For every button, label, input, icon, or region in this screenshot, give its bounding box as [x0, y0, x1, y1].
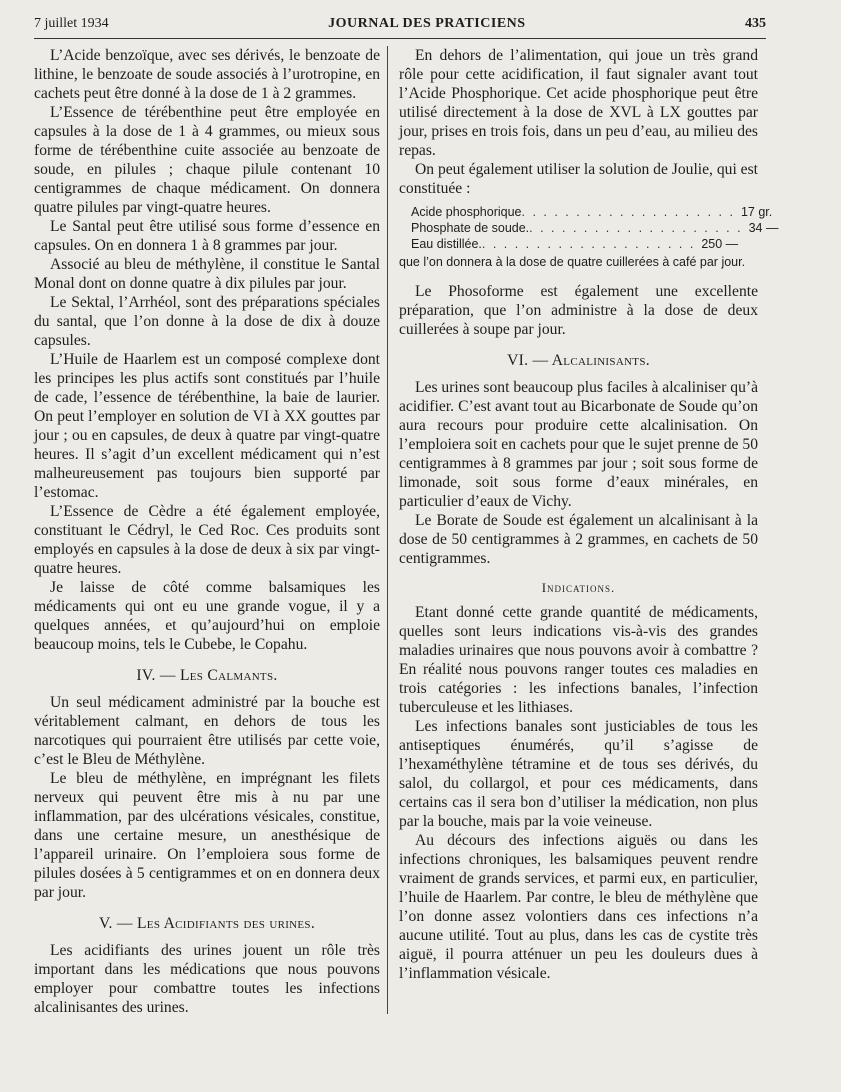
paragraph-essence-terebenthine: L’Essence de térébenthine peut être employée en capsules à la dose de 1 à 4 grammes, ou mieux sous forme de térébenthine cuite associée au benzoate de soude, en pilules ; chaque pilule contenant 10 centigrammes de chaque médicament. On donnera quatre pilules par vingt-quatre heures. — [34, 104, 380, 216]
paragraph-acide-benzoique: L’Acide benzoïque, avec ses dérivés, le benzoate de lithine, le benzoate de soude associés à l’urotropine, en cachets peut être donné à la dose de 1 à 2 grammes. — [34, 47, 380, 102]
formula-row — [399, 236, 758, 252]
paragraph-acidifiants: Les acidifiants des urines jouent un rôle très important dans les médications que nous pouvons employer pour combattre toutes les infections alcalinisantes des urines. — [34, 942, 380, 1016]
leader-dots: . . . . . . . . . . . . . . . . . . . . — [521, 205, 735, 219]
formula-ingredient: Acide phosphorique — [411, 205, 522, 219]
left-column — [34, 46, 380, 1017]
paragraph-solution-joulie: On peut également utiliser la solution de Joulie, qui est constituée : — [399, 161, 758, 197]
section-heading-alcalinisants: VI. — Alcalinisants. — [507, 352, 650, 369]
formula-row — [399, 220, 779, 236]
journal-title: JOURNAL DES PRATICIENS — [328, 16, 526, 31]
issue-date: 7 juillet 1934 — [34, 16, 109, 31]
section-heading-calmants: IV. — Les Calmants. — [136, 667, 278, 684]
paragraph-huile-haarlem: L’Huile de Haarlem est un composé complexe dont les principes les plus actifs sont constitués par l’huile de cade, l’essence de térébenthine, la baie de laurier. On peut l’employer en solution de VI à XX gouttes par jour ; ou en capsules, de deux à quatre par vingt-quatre heures. Il s’agit d’un excellent médicament qui n’est malheureusement pas toujours bien supporté par l’estomac. — [34, 351, 380, 501]
paragraph-sektal: Le Sektal, l’Arrhéol, sont des préparations spéciales du santal, que l’on donne à la dose de dix à douze capsules. — [34, 294, 380, 349]
paragraph-phosoforme: Le Phosoforme est également une excellente préparation, que l’on administre à la dose de deux cuillerées à soupe par jour. — [399, 283, 758, 338]
formula-ingredient: Eau distillée. — [411, 237, 482, 251]
formula-quantity: 17 gr. — [740, 205, 773, 219]
paragraph-essence-cedre: L’Essence de Cèdre a été également employée, constituant le Cédryl, le Ced Roc. Ces produits sont employés en capsules à la dose de deux à six par vingt-quatre heures. — [34, 503, 380, 577]
paragraph-acide-phosphorique: En dehors de l’alimentation, qui joue un très grand rôle pour cette acidification, il faut signaler avant tout l’Acide Phosphorique. Cet acide phosphorique peut être utilisé directement à la dose de XVL à LX gouttes par jour, prises en trois fois, dans un peu d’eau, au milieu des repas. — [399, 47, 758, 159]
paragraph-urines-alcaliniser: Les urines sont beaucoup plus faciles à alcaliniser qu’à acidifier. C’est avant tout au Bicarbonate de Soude qu’on aura recours pour produire cette alcalinisation. On l’emploiera soit en cachets pour que le sujet prenne de 50 centigrammes à 8 grammes par jour ; soit sous forme de limonade, soit sous forme d’eaux minérales, en particulier d’eaux de Vichy. — [399, 379, 758, 510]
leader-dots: . . . . . . . . . . . . . . . . . . . . — [529, 221, 743, 235]
paragraph-borate-soude: Le Borate de Soude est également un alcalinisant à la dose de 50 centigrammes à 2 grammes, en cachets de 50 centigrammes. — [399, 512, 758, 567]
paragraph-infections-banales: Les infections banales sont justiciables de tous les antiseptiques énumérés, qu’il s’agisse de l’hexaméthylène tétramine et de tous ses dérivés, du salol, du collargol, et pour ces médicaments, dans certains cas il sera bon d’utiliser la médication, non plus par la bouche, mais par la voie veineuse. — [399, 718, 758, 830]
leader-dots: . . . . . . . . . . . . . . . . . . . . — [481, 237, 696, 251]
paragraph-balsamiques: Je laisse de côté comme balsamiques les médicaments qui ont eu une grande vogue, il y a quelques années, et qu’aujourd’hui on emploie beaucoup moins, tels le Cubebe, le Copahu. — [34, 579, 380, 653]
page-number: 435 — [745, 16, 766, 31]
column-divider — [387, 46, 388, 1014]
paragraph-indications: Etant donné cette grande quantité de médicaments, quelles sont leurs indications vis-à-vis des grandes maladies urinaires que nous pouvons avoir à combattre ? En réalité nous pouvons ranger toutes ces maladies en trois catégories : les infections banales, l’infection tuberculeuse et les lithiases. — [399, 604, 758, 716]
formula-quantity: 34 — — [748, 221, 779, 235]
paragraph-bleu-methylene-intro: Un seul médicament administré par la bouche est véritablement calmant, en dehors de tous les narcotiques qui pourraient être utilisés par cette voie, c’est le Bleu de Méthylène. — [34, 694, 380, 768]
paragraph-bleu-methylene: Le bleu de méthylène, en imprégnant les filets nerveux qui peuvent être mis à nu par une inflammation, par des ulcérations vésicales, constitue, dans une certaine mesure, un anesthésique de l’appareil urinaire. On l’emploiera sous forme de pilules dosées à 5 centigrammes et on en donnera deux par jour. — [34, 770, 380, 901]
formula-quantity: 250 — — [701, 237, 739, 251]
formula-table — [399, 204, 779, 252]
paragraph-infections-aigues: Au décours des infections aiguës ou dans les infections chroniques, les balsamiques peuvent rendre vraiment de grands services, et parmi eux, en particulier, l’huile de Haarlem. Par contre, le bleu de méthylène que l’on donne assez volontiers dans ces infections n’a aucune utilité. Tout au plus, dans les cas de cystite très aiguë, il pourra atténuer un peu les douleurs dues à l’inflammation vésicale. — [399, 832, 758, 982]
formula-dosage-note: que l’on donnera à la dose de quatre cuillerées à café par jour. — [399, 255, 746, 269]
formula-ingredient: Phosphate de soude. — [411, 221, 530, 235]
section-heading-indications: Indications. — [541, 580, 616, 595]
paragraph-santal: Le Santal peut être utilisé sous forme d’essence en capsules. On en donnera 1 à 8 grammes par jour. — [34, 218, 380, 254]
paragraph-santal-monal: Associé au bleu de méthylène, il constitue le Santal Monal dont on donne quatre à dix pilules par jour. — [34, 256, 380, 292]
formula-row — [399, 204, 773, 220]
right-column — [399, 46, 779, 983]
section-heading-acidifiants: V. — Les Acidifiants des urines. — [98, 915, 316, 932]
running-header — [34, 16, 766, 39]
